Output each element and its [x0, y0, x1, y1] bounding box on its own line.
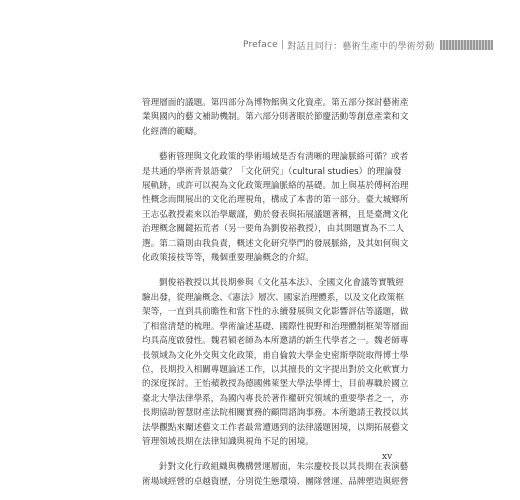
text-line: 了相當清楚的梳理。學術論述基礎、國際性視野和治理體制框架等層面: [142, 321, 409, 332]
text-line: 術場域經營的卓越資歷，分別從生態環境、團隊營運、品牌塑造與經營: [142, 476, 409, 487]
text-line: 劉俊裕教授以其長期參與《文化基本法》、全國文化會議等實戰經: [159, 278, 404, 289]
text-line: 位，長期投入相關專題論述工作，以其擅長的文字提出對於文化軟實力: [142, 364, 409, 375]
text-line: 管理層面的議題。第四部分為博物館與文化資產。第五部分探討藝術產: [142, 98, 409, 108]
text-line: 展軌跡，或許可以視為文化政策理論脈絡的基礎。加上與基於傅柯治理: [142, 181, 409, 192]
text-line: 業與國內的藝文補助機制。第六部分則著眼於節慶活動等創意產業和文: [142, 112, 409, 123]
text-line: 長期協助智慧財產法院相關實務的顧問諮詢事務。本所邀請王教授以其: [142, 408, 409, 419]
running-header: [243, 38, 493, 52]
text-line: 化經濟的範疇。: [142, 126, 203, 137]
text-line: 化政策接枝等等，幾個重要理論概念的介紹。: [142, 253, 314, 264]
text-line: 臺北大學法律學系，為國內專長於著作權研究領域的重要學者之一，亦: [142, 393, 409, 404]
header-separator: |: [280, 40, 285, 50]
text-line: 長領域為文化外交與文化政策，甫自倫敦大學金史密斯學院取得博士學: [142, 350, 409, 361]
header-section: Preface: [243, 40, 278, 50]
header-decorative-band: [440, 40, 493, 50]
text-line: 均具高度啟發性。魏君穎老師為本所邀請的新生代學者之一。魏老師專: [142, 336, 409, 347]
text-line: 是共通的學術背景語彙？「文化研究」（cultural studies）的理論發: [142, 166, 402, 177]
page-number: xv: [382, 452, 393, 462]
text-line: 藝術管理與文化政策的學術場域是否有清晰的理論脈絡可循？或者: [159, 152, 409, 163]
header-title: 對話且同行：藝術生產中的學術勞動: [287, 41, 435, 52]
text-line: 管理領域長期在法律知識與視角不足的困境。: [142, 436, 314, 447]
paragraph: [142, 96, 409, 139]
text-line: 的深度探討。王怡蘋教授為德國佛萊堡大學法學博士，目前專職於國立: [142, 379, 409, 390]
text-line: 王志弘教授素來以治學嚴謹，勤於發表與拓展議題著稱，且是臺灣文化: [142, 209, 409, 220]
paragraph: [142, 276, 409, 449]
text-line: 針對文化行政組織與機構營運層面，朱宗慶校長以其長期在表演藝: [159, 462, 409, 473]
paragraph: [142, 150, 409, 265]
text-line: 選。第二篇則由我負責，概述文化研究學門的發展脈絡，及其如何與文: [142, 238, 409, 249]
text-line: 性概念而開展出的文化治理視角，構成了本書的第一部分。臺大城鄉所: [142, 195, 409, 206]
text-line: 治理概念關鍵拓荒者（另一要角為劉俊裕教授），由其開題實為不二人: [142, 224, 405, 235]
text-line: 驗出發，從理論概念、《憲法》層次、國家治理體系，以及文化政策框: [142, 292, 405, 303]
text-line: 法學觀點來闡述藝文工作者最常遭遇到的法律議題困境，以期拓展藝文: [142, 422, 409, 433]
text-line: 架等，一直到具前瞻性和當下性的永續發展與文化影響評估等議題，做: [142, 307, 409, 318]
paragraph: [142, 460, 409, 489]
